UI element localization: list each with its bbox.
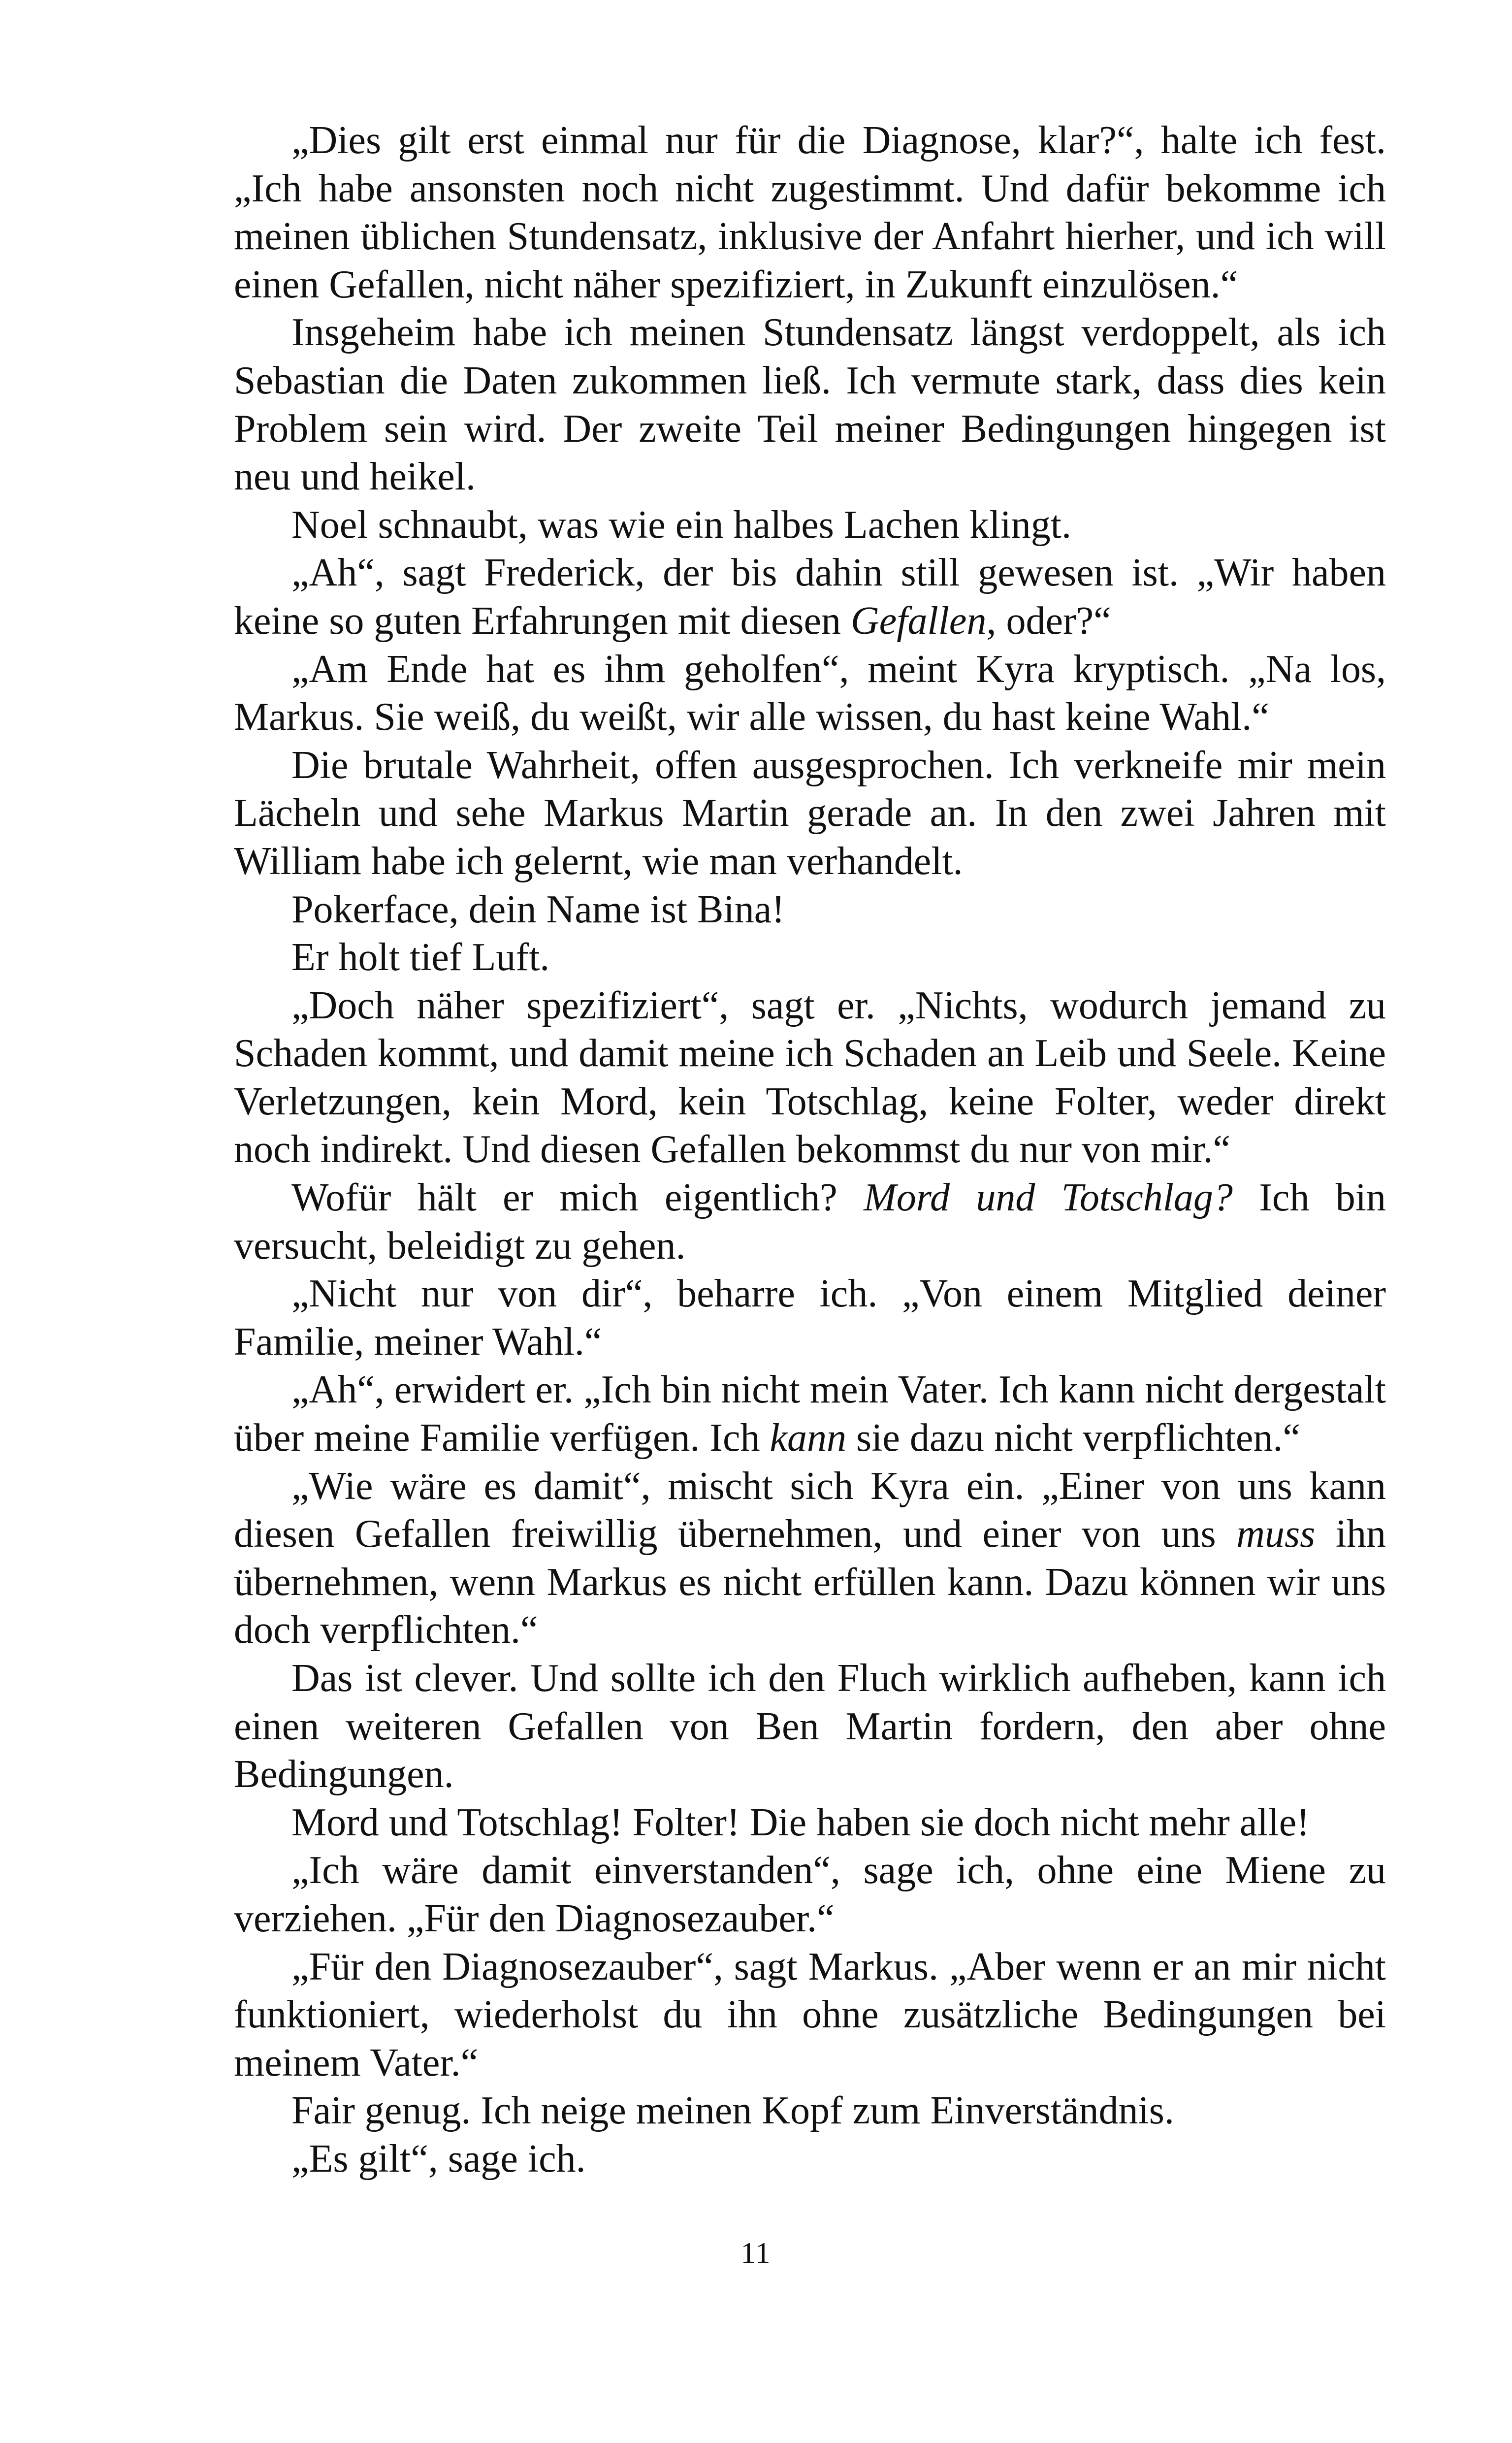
italic-text: Mord und Totschlag? (864, 1176, 1233, 1220)
text-run: „Ah“, erwidert er. „Ich bin nicht mein Vater. Ich kann nicht dergestalt über meine Familie verfügen. Ich (234, 1368, 1386, 1460)
text-run: sie dazu nicht verpflichten.“ (846, 1416, 1300, 1460)
paragraph: „Für den Diagnosezauber“, sagt Markus. „Aber wenn er an mir nicht funktioniert, wiederholst du ihn ohne zusätzliche Bedingungen bei meinem Vater.“ (234, 1945, 1386, 2085)
text-run: „Ah“, sagt Frederick, der bis dahin still gewesen ist. „Wir haben keine so guten Erfahrungen mit diesen (234, 551, 1386, 643)
paragraph: Er holt tief Luft. (291, 936, 550, 979)
text-run: , oder?“ (986, 599, 1111, 643)
paragraph: „Nicht nur von dir“, beharre ich. „Von einem Mitglied deiner Familie, meiner Wahl.“ (234, 1272, 1386, 1364)
paragraph: Noel schnaubt, was wie ein halbes Lachen klingt. (291, 503, 1071, 547)
paragraph: Mord und Totschlag! Folter! Die haben sie doch nicht mehr alle! (291, 1800, 1310, 1844)
italic-text: Gefallen (850, 599, 987, 643)
paragraph: Die brutale Wahrheit, offen ausgesprochen. Ich verkneife mir mein Lächeln und sehe Markus Martin gerade an. In den zwei Jahren mit William habe ich gelernt, wie man verhandelt. (234, 743, 1386, 883)
text-run: Wofür hält er mich eigentlich? (291, 1176, 864, 1220)
paragraph (234, 1463, 1386, 1655)
paragraph: „Ich wäre damit einverstanden“, sage ich, ohne eine Miene zu verziehen. „Für den Diagnosezauber.“ (234, 1849, 1386, 1940)
text-run: Ich bin versucht, beleidigt zu gehen. (234, 1176, 1386, 1268)
paragraph (234, 1174, 1386, 1270)
body-text (234, 117, 1386, 2183)
paragraph: Fair genug. Ich neige meinen Kopf zum Einverständnis. (291, 2089, 1174, 2133)
text-run: „Wie wäre es damit“, mischt sich Kyra ein. „Einer von uns kann diesen Gefallen freiwillig übernehmen, und einer von uns (234, 1464, 1386, 1556)
page-number: 11 (740, 2237, 772, 2269)
italic-text: muss (1236, 1512, 1316, 1556)
paragraph: „Es gilt“, sage ich. (291, 2137, 586, 2181)
paragraph: Insgeheim habe ich meinen Stundensatz längst verdoppelt, als ich Sebastian die Daten zukommen ließ. Ich vermute stark, dass dies kein Problem sein wird. Der zweite Teil meiner Bedingungen hingegen ist neu und heikel. (234, 311, 1386, 499)
paragraph: Das ist clever. Und sollte ich den Fluch wirklich aufheben, kann ich einen weiteren Gefallen von Ben Martin fordern, den aber ohne Bedingungen. (234, 1657, 1386, 1796)
paragraph (234, 1366, 1386, 1462)
paragraph: Pokerface, dein Name ist Bina! (291, 887, 785, 931)
text-run: ihn übernehmen, wenn Markus es nicht erfüllen kann. Dazu können wir uns doch verpflichten.“ (234, 1512, 1386, 1652)
paragraph: „Doch näher spezifiziert“, sagt er. „Nichts, wodurch jemand zu Schaden kommt, und damit meine ich Schaden an Leib und Seele. Keine Verletzungen, kein Mord, kein Totschlag, keine Folter, weder direkt noch indirekt. Und diesen Gefallen bekommst du nur von mir.“ (234, 983, 1386, 1172)
italic-text: kann (770, 1416, 846, 1460)
paragraph: „Am Ende hat es ihm geholfen“, meint Kyra kryptisch. „Na los, Markus. Sie weiß, du weißt, wir alle wissen, du hast keine Wahl.“ (234, 647, 1386, 739)
paragraph (234, 549, 1386, 645)
paragraph: „Dies gilt erst einmal nur für die Diagnose, klar?“, halte ich fest. „Ich habe ansonsten noch nicht zugestimmt. Und dafür bekomme ich meinen üblichen Stundensatz, inklusive der Anfahrt hierher, und ich will einen Gefallen, nicht näher spezifiziert, in Zukunft einzulösen.“ (234, 119, 1386, 306)
